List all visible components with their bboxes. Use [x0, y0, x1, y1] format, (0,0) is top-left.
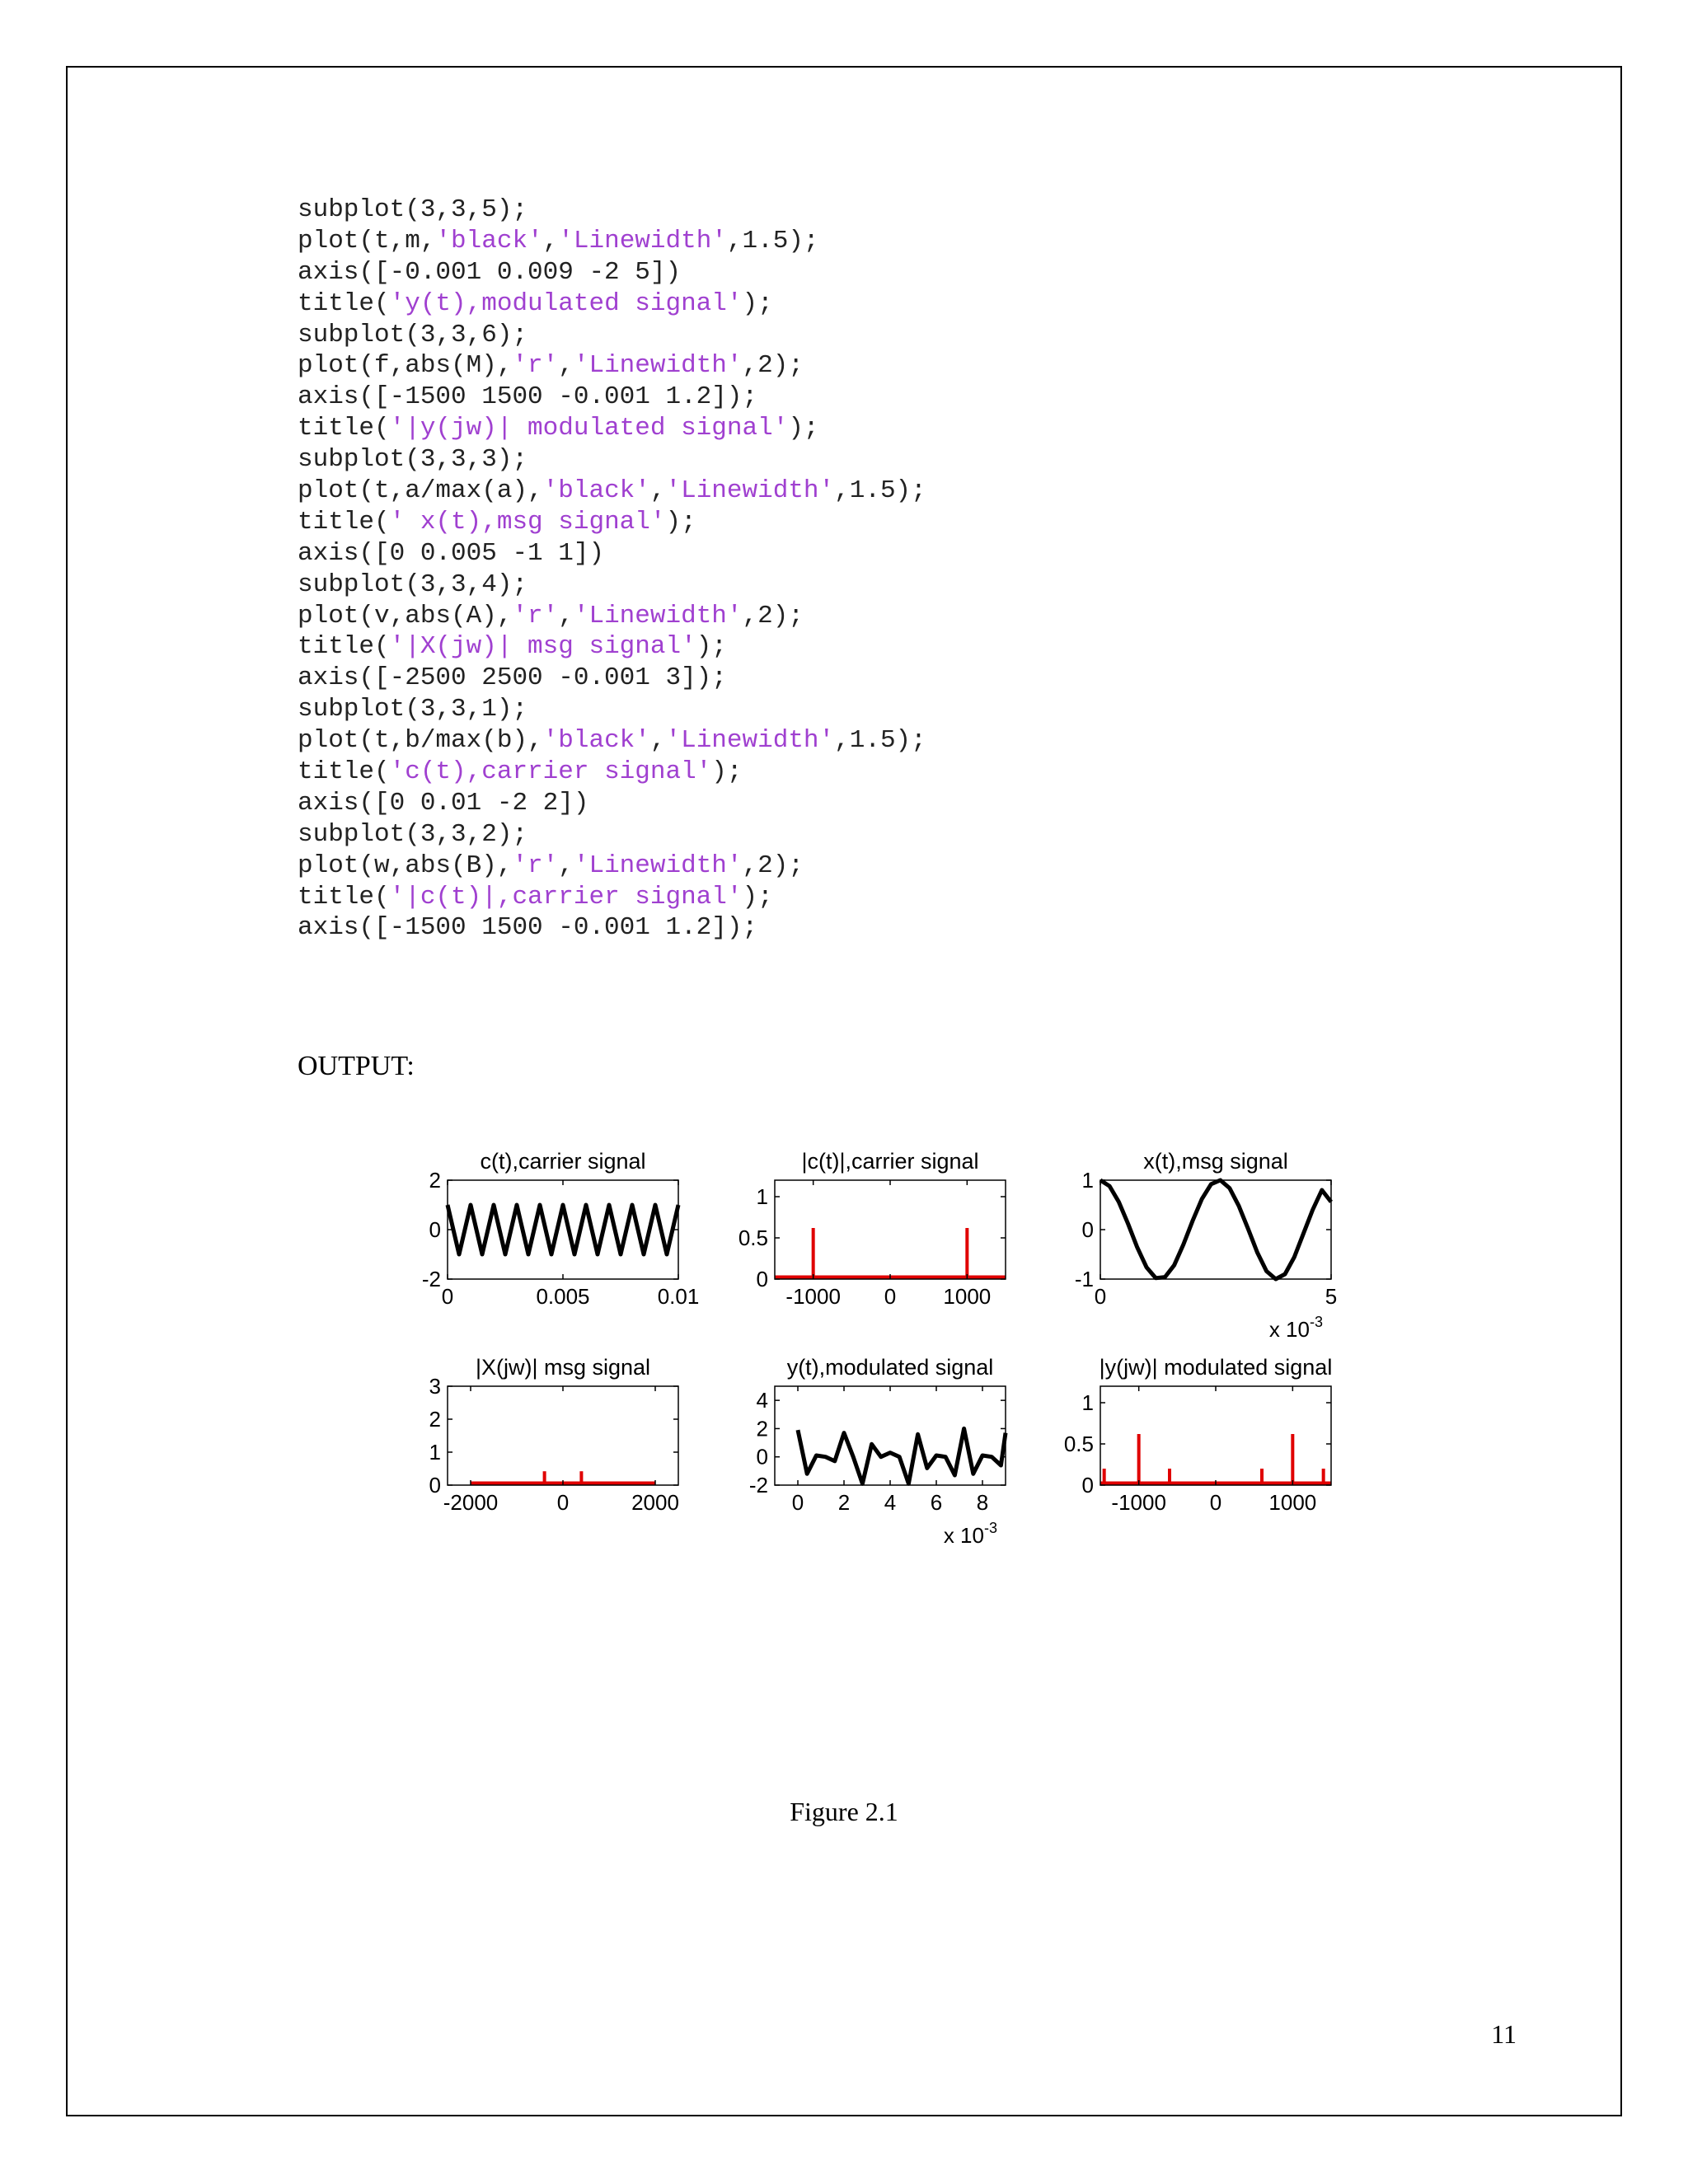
- x-exponent-label: [944, 1520, 997, 1548]
- code-line: [298, 476, 926, 507]
- x-tick-label: 0.005: [536, 1284, 590, 1309]
- y-tick-label: 2: [429, 1407, 441, 1432]
- code-line: [298, 569, 926, 601]
- code-string: 'black': [542, 476, 650, 506]
- y-tick-label: 1: [756, 1184, 768, 1209]
- code-token: title(: [298, 882, 390, 912]
- y-tick-label: 0: [429, 1473, 441, 1497]
- code-token: plot(w,abs(B),: [298, 851, 513, 880]
- y-tick-label: 0: [1081, 1473, 1094, 1497]
- y-tick-label: 1: [429, 1440, 441, 1465]
- output-label: OUTPUT:: [298, 1051, 415, 1081]
- subplot-6: [1064, 1355, 1332, 1515]
- x-exponent-power: -3: [983, 1520, 997, 1536]
- x-tick-label: 0: [556, 1490, 570, 1515]
- code-token: subplot(3,3,6);: [298, 320, 528, 349]
- code-string: 'r': [512, 851, 559, 880]
- page-number: 11: [1491, 2019, 1517, 2049]
- code-string: 'c(t),carrier signal': [389, 757, 712, 787]
- code-token: ,: [649, 726, 666, 756]
- subplot-title: c(t),carrier signal: [480, 1149, 646, 1174]
- code-line: [298, 694, 926, 725]
- x-tick-label: 0: [884, 1284, 897, 1309]
- y-tick-label: 3: [429, 1374, 441, 1399]
- code-string: 'Linewidth': [665, 476, 835, 506]
- code-token: title(: [298, 288, 390, 318]
- subplot-2: [738, 1149, 1006, 1309]
- series-line: [1100, 1180, 1331, 1279]
- x-tick-label: 2: [837, 1490, 851, 1515]
- code-token: plot(t,a/max(a),: [298, 476, 543, 506]
- code-line: [298, 226, 926, 257]
- code-string: 'Linewidth': [573, 351, 743, 381]
- x-tick-label: 0: [1209, 1490, 1222, 1515]
- code-string: 'y(t),modulated signal': [389, 288, 743, 318]
- code-line: [298, 882, 926, 913]
- y-tick-label: 0: [1081, 1217, 1094, 1242]
- code-string: 'Linewidth': [573, 601, 743, 630]
- subplot-3: [1075, 1149, 1337, 1342]
- x-tick-label: 0.01: [657, 1284, 700, 1309]
- code-line: [298, 757, 926, 788]
- x-tick-label: 8: [976, 1490, 989, 1515]
- code-string: '|X(jw)| msg signal': [389, 632, 696, 662]
- code-string: 'black': [435, 226, 543, 255]
- y-tick-label: 4: [756, 1388, 768, 1413]
- y-tick-label: 2: [429, 1168, 441, 1193]
- code-line: [298, 788, 926, 819]
- code-token: plot(t,m,: [298, 226, 436, 255]
- code-token: ,: [558, 351, 574, 381]
- code-token: );: [665, 507, 696, 537]
- y-tick-label: 0.5: [738, 1226, 768, 1250]
- x-exponent-base: x 10: [943, 1523, 984, 1548]
- code-line: [298, 320, 926, 351]
- x-tick-label: 1000: [1268, 1490, 1317, 1515]
- code-line: [298, 851, 926, 882]
- x-tick-label: 2000: [631, 1490, 679, 1515]
- y-tick-label: 1: [1081, 1168, 1094, 1193]
- x-tick-label: 0: [441, 1284, 454, 1309]
- y-tick-label: 0.5: [1063, 1432, 1094, 1456]
- code-token: ,1.5);: [834, 726, 926, 756]
- y-tick-label: 1: [1081, 1390, 1094, 1415]
- code-token: ,: [558, 601, 574, 630]
- code-line: [298, 444, 926, 476]
- code-token: plot(f,abs(M),: [298, 351, 513, 381]
- code-line: [298, 382, 926, 413]
- code-token: subplot(3,3,2);: [298, 819, 528, 849]
- code-token: title(: [298, 757, 390, 787]
- subplot-title: |X(jw)| msg signal: [475, 1355, 651, 1380]
- code-token: ,: [542, 226, 559, 255]
- y-tick-label: 0: [756, 1444, 768, 1469]
- code-token: );: [711, 757, 743, 787]
- x-tick-label: -2000: [443, 1490, 499, 1515]
- code-token: axis([-1500 1500 -0.001 1.2]);: [298, 382, 758, 412]
- x-tick-label: 4: [884, 1490, 897, 1515]
- code-line: [298, 538, 926, 569]
- code-string: '|c(t)|,carrier signal': [389, 882, 743, 912]
- code-line: [298, 288, 926, 320]
- code-token: plot(t,b/max(b),: [298, 726, 543, 756]
- code-line: [298, 725, 926, 757]
- code-string: 'Linewidth': [558, 226, 727, 255]
- code-token: title(: [298, 414, 390, 443]
- series-line: [448, 1205, 678, 1254]
- code-line: [298, 631, 926, 663]
- code-string: 'Linewidth': [573, 851, 743, 880]
- x-tick-label: 1000: [943, 1284, 992, 1309]
- code-line: [298, 413, 926, 444]
- code-line: [298, 819, 926, 851]
- y-tick-label: -2: [421, 1267, 441, 1291]
- code-string: 'Linewidth': [665, 726, 835, 756]
- code-token: ,2);: [742, 851, 804, 880]
- code-string: ' x(t),msg signal': [389, 507, 666, 537]
- code-line: [298, 601, 926, 632]
- code-token: subplot(3,3,5);: [298, 195, 528, 224]
- subplot-5: [749, 1355, 1006, 1548]
- figure-caption: Figure 2.1: [790, 1797, 898, 1826]
- code-token: ,1.5);: [726, 226, 819, 255]
- axes-frame: [775, 1180, 1006, 1279]
- code-token: );: [696, 632, 727, 662]
- y-tick-label: -1: [1074, 1267, 1094, 1291]
- code-token: axis([-2500 2500 -0.001 3]);: [298, 663, 727, 693]
- x-exponent-base: x 10: [1268, 1317, 1310, 1342]
- code-token: );: [742, 882, 773, 912]
- code-line: [298, 350, 926, 382]
- code-token: ,2);: [742, 351, 804, 381]
- code-line: [298, 194, 926, 226]
- x-tick-label: 0: [791, 1490, 804, 1515]
- code-token: title(: [298, 632, 390, 662]
- code-string: 'black': [542, 726, 650, 756]
- code-token: axis([0 0.01 -2 2]): [298, 788, 589, 818]
- code-string: 'r': [512, 351, 559, 381]
- x-tick-label: 0: [1094, 1284, 1107, 1309]
- subplot-title: x(t),msg signal: [1143, 1149, 1288, 1174]
- code-token: subplot(3,3,4);: [298, 569, 528, 599]
- x-tick-label: 5: [1325, 1284, 1338, 1309]
- code-token: plot(v,abs(A),: [298, 601, 513, 630]
- code-token: axis([-0.001 0.009 -2 5]): [298, 257, 682, 287]
- y-tick-label: 0: [429, 1217, 441, 1242]
- axes-frame: [1100, 1180, 1331, 1279]
- code-line: [298, 912, 926, 944]
- y-tick-label: 0: [756, 1267, 768, 1291]
- x-tick-label: 6: [930, 1490, 943, 1515]
- subplot-1: [422, 1149, 699, 1309]
- code-token: ,1.5);: [834, 476, 926, 506]
- code-token: subplot(3,3,1);: [298, 695, 528, 724]
- y-tick-label: -2: [748, 1473, 768, 1497]
- code-token: ,: [558, 851, 574, 880]
- code-token: axis([-1500 1500 -0.001 1.2]);: [298, 913, 758, 943]
- y-tick-label: 2: [756, 1416, 768, 1441]
- axes-frame: [448, 1180, 678, 1279]
- code-string: 'r': [512, 601, 559, 630]
- subplot-title: y(t),modulated signal: [786, 1355, 994, 1380]
- axes-frame: [1100, 1386, 1331, 1485]
- code-token: axis([0 0.005 -1 1]): [298, 538, 605, 568]
- code-token: );: [742, 288, 773, 318]
- axes-frame: [448, 1386, 678, 1485]
- subplot-title: |y(jw)| modulated signal: [1099, 1355, 1333, 1380]
- code-token: ,2);: [742, 601, 804, 630]
- x-tick-label: -1000: [1111, 1490, 1166, 1515]
- x-tick-label: -1000: [785, 1284, 841, 1309]
- subplot-4: [429, 1355, 679, 1515]
- code-line: [298, 507, 926, 538]
- code-string: '|y(jw)| modulated signal': [389, 414, 789, 443]
- figure-2-1: [396, 1121, 1385, 1582]
- code-line: [298, 663, 926, 694]
- x-exponent-power: -3: [1309, 1314, 1323, 1330]
- code-token: title(: [298, 507, 390, 537]
- code-listing: [298, 194, 926, 944]
- x-exponent-label: [1269, 1314, 1323, 1342]
- code-token: ,: [649, 476, 666, 506]
- code-token: subplot(3,3,3);: [298, 445, 528, 475]
- code-line: [298, 257, 926, 288]
- subplot-title: |c(t)|,carrier signal: [801, 1149, 979, 1174]
- code-token: );: [788, 414, 819, 443]
- series-line: [798, 1428, 1006, 1483]
